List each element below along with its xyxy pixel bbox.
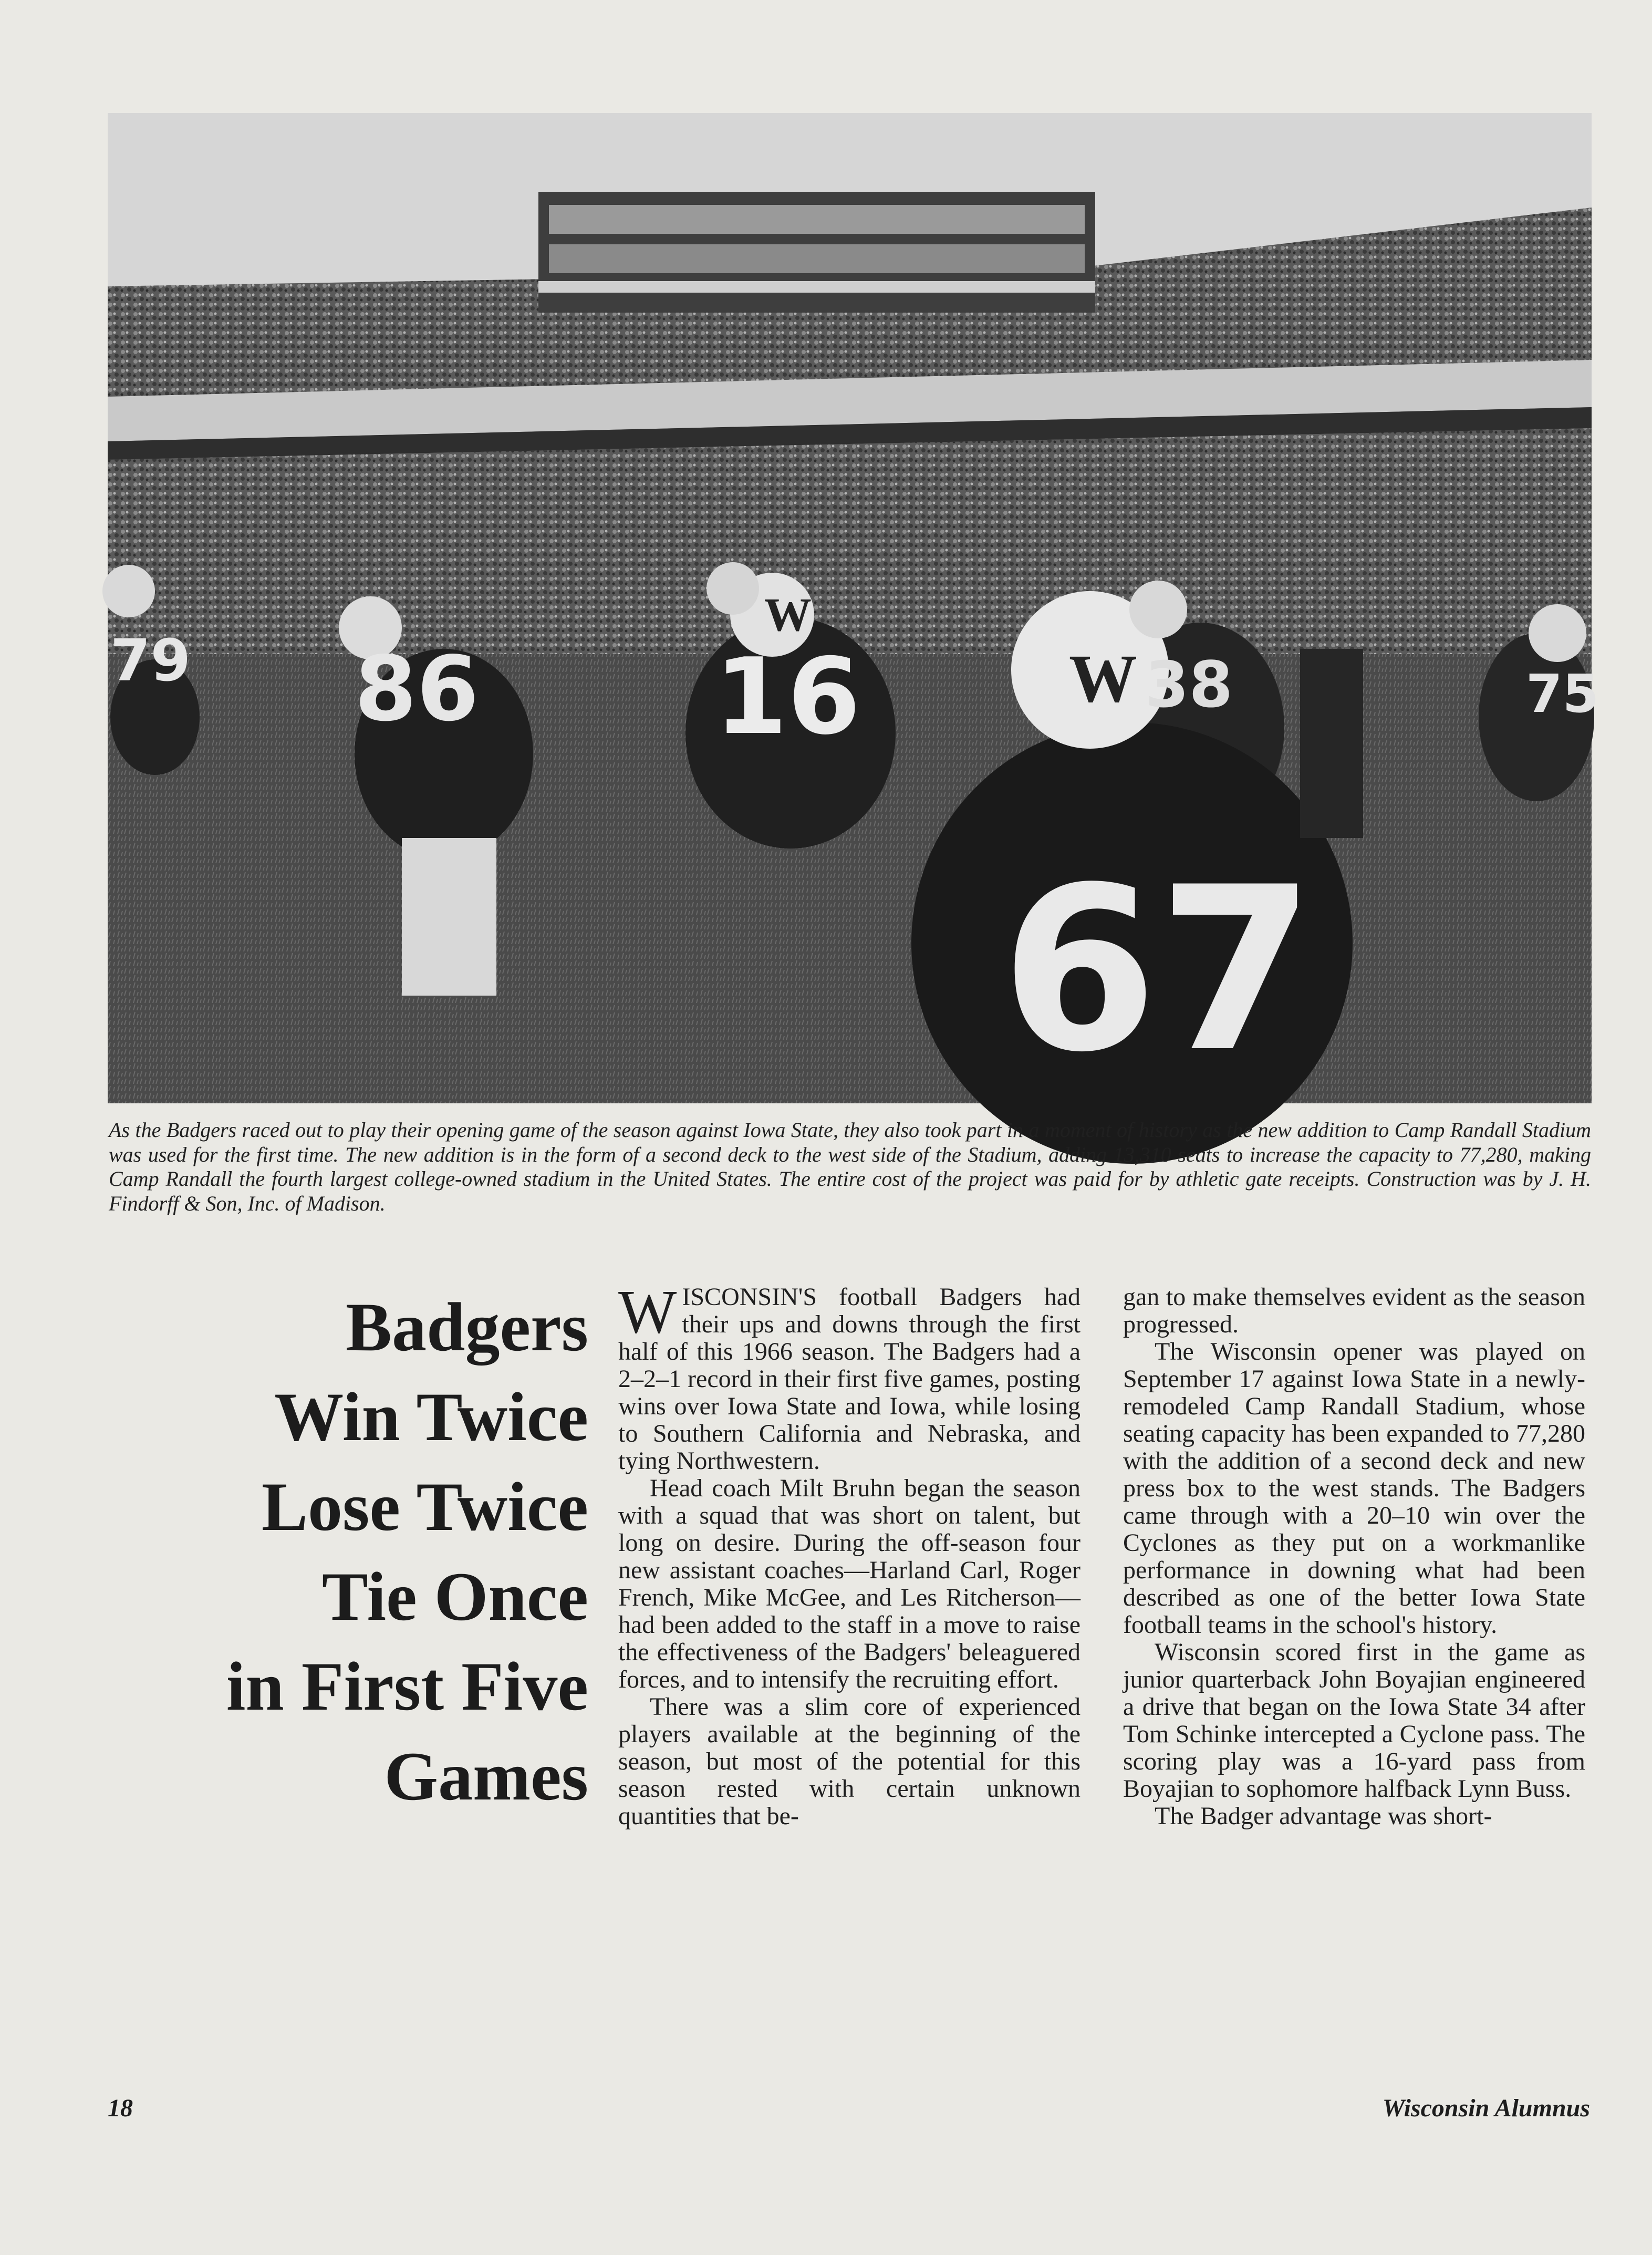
- headline-line: Badgers: [346, 1288, 588, 1366]
- helmet-letter: W: [764, 589, 812, 641]
- article-paragraph: [618, 1277, 1080, 1475]
- article-column-2: [1123, 1284, 1585, 1830]
- jersey-number: 75: [1526, 663, 1599, 725]
- stadium-photo-illustration: [108, 113, 1599, 1103]
- page-number: 18: [108, 2094, 133, 2122]
- headline-line: Lose Twice: [261, 1468, 588, 1545]
- jersey-number: 79: [110, 627, 191, 694]
- stadium-photo: [108, 113, 1599, 1103]
- helmet-letter: W: [1069, 641, 1137, 717]
- article-paragraph: The Badger advantage was short-: [1155, 1802, 1492, 1830]
- jersey-number: 16: [714, 636, 861, 758]
- article-headline: [121, 1282, 588, 1821]
- jersey-number: 67: [1001, 839, 1315, 1102]
- article-paragraph: gan to make themselves evident as the season progressed.: [1123, 1283, 1585, 1338]
- jersey-number: 38: [1145, 649, 1233, 722]
- headline-line: in First Five: [226, 1648, 588, 1725]
- paragraph-text: ISCONSIN'S football Badgers had their ups and downs through the first half of this 1966 season. The Badgers had a 2–2–1 record in their first five games, posting wins over Iowa State and Iowa, while losing to Southern California and Nebraska, and tying Northwestern.: [618, 1283, 1080, 1475]
- photo-caption: As the Badgers raced out to play their opening game of the season against Iowa State, they also took part in a moment of history as the new addition to Camp Randall Stadium was used for the first time. The new addition is in the form of a second deck to the west side of the Stadium, adding 13,310 seats to increase the capacity to 77,280, making Camp Randall the fourth largest college-owned stadium in the United States. The entire cost of the project was paid for by athletic gate receipts. Construction was by J. H. Findorff & Son, Inc. of Madison.: [109, 1118, 1591, 1215]
- article-paragraph: The Wisconsin opener was played on September 17 against Iowa State in a newly-remodeled Camp Randall Stadium, whose seating capacity has been expanded to 77,280 with the addition of a second deck and new press box to the west stands. The Badgers came through with a 20–10 win over the Cyclones as they put on a workmanlike performance in downing what had been described as one of the better Iowa State football teams in the school's history.: [1123, 1338, 1585, 1639]
- headline-line: Tie Once: [321, 1558, 588, 1635]
- article-column-1: [618, 1277, 1080, 1830]
- article-paragraph: There was a slim core of experienced players available at the beginning of the season, but most of the potential for this season rested with certain unknown quantities that be-: [618, 1693, 1080, 1830]
- article-paragraph: Wisconsin scored first in the game as junior quarterback John Boyajian engineered a drive that began on the Iowa State 34 after Tom Schinke intercepted a Cyclone pass. The scoring play was a 16-yard pass from Boyajian to sophomore halfback Lynn Buss.: [1123, 1638, 1585, 1803]
- jersey-number: 86: [355, 637, 479, 741]
- drop-cap: W: [618, 1277, 677, 1346]
- article-paragraph: Head coach Milt Bruhn began the season with a squad that was short on talent, but long on desire. During the off-season four new assistant coaches—Harland Carl, Roger French, Mike McGee, and Les Ritcherson—had been added to the staff in a move to raise the effectiveness of the Badgers' beleaguered forces, and to intensify the recruiting effort.: [618, 1474, 1080, 1693]
- headline-line: Games: [384, 1737, 588, 1815]
- publication-name: Wisconsin Alumnus: [1382, 2094, 1590, 2122]
- headline-line: Win Twice: [274, 1378, 588, 1455]
